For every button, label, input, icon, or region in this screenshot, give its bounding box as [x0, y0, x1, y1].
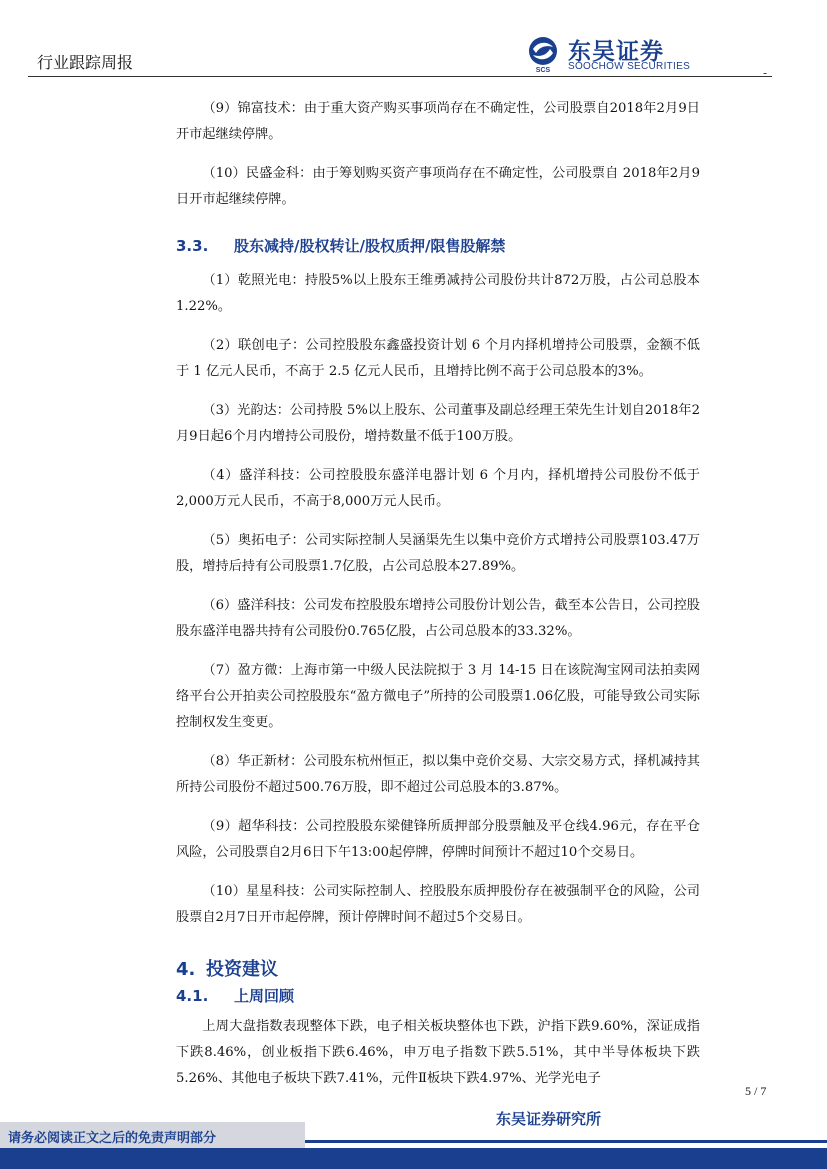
section-title: 股东减持/股权转让/股权质押/限售股解禁: [234, 237, 506, 255]
logo-english-name: SOOCHOW SECURITIES: [568, 61, 691, 72]
list-item: （5）奥拓电子：公司实际控制人吴涵渠先生以集中竞价方式增持公司股票103.47万股，增持后持有公司股票1.7亿股，占公司总股本27.89%。: [176, 533, 700, 574]
footer-rule: [305, 1140, 827, 1143]
list-item: （8）华正新材：公司股东杭州恒正，拟以集中竞价交易、大宗交易方式，择机减持其所持公司股份不超过500.76万股，即不超过公司总股本的3.87%。: [176, 754, 700, 795]
list-item: （7）盈方微：上海市第一中级人民法院拟于 3 月 14-15 日在该院淘宝网司法拍卖网络平台公开拍卖公司控股股东“盈方微电子”所持的公司股票1.06亿股，可能导致公司实际控制权发生变更。: [176, 663, 700, 730]
section-heading-4-1: [176, 985, 700, 1006]
list-item: （3）光韵达：公司持股 5%以上股东、公司董事及副总经理王荣先生计划自2018年2月9日起6个月内增持公司股份，增持数量不低于100万股。: [176, 403, 700, 444]
header-dash: -: [763, 66, 768, 80]
paragraph: （10）民盛金科：由于筹划购买资产事项尚存在不确定性，公司股票自 2018年2月9日开市起继续停牌。: [176, 166, 700, 207]
footer-disclaimer: 请务必阅读正文之后的免责声明部分: [8, 1131, 217, 1146]
section-heading-4: [176, 955, 700, 981]
list-item: （10）星星科技：公司实际控制人、控股股东质押股份存在被强制平仓的风险，公司股票自2月7日开市起停牌，预计停牌时间不超过5个交易日。: [176, 884, 700, 925]
list-item: （2）联创电子：公司控股股东鑫盛投资计划 6 个月内择机增持公司股票，金额不低于 1 亿元人民币，不高于 2.5 亿元人民币，且增持比例不高于公司总股本的3%。: [176, 338, 700, 379]
section-number: 4.: [176, 959, 196, 980]
soochow-logo-icon: [524, 35, 562, 73]
page-number: 5 / 7: [745, 1084, 767, 1098]
header-title: 行业跟踪周报: [37, 53, 134, 72]
list-item: （6）盛洋科技：公司发布控股股东增持公司股份计划公告，截至本公告日，公司控股股东盛洋电器共持有公司股份0.765亿股，占公司总股本的33.32%。: [176, 598, 700, 639]
paragraph: 上周大盘指数表现整体下跌，电子相关板块整体也下跌，沪指下跌9.60%，深证成指下跌8.46%，创业板指下跌6.46%，申万电子指数下跌5.51%，其中半导体板块下跌5.26%、其他电子板块下跌7.41%，元件Ⅱ板块下跌4.97%、光学光电子: [176, 1019, 700, 1086]
list-item: （9）超华科技：公司控股股东梁健锋所质押部分股票触及平仓线4.96元，存在平仓风险，公司股票自2月6日下午13:00起停牌，停牌时间预计不超过10个交易日。: [176, 819, 700, 860]
section-title: 投资建议: [206, 959, 278, 980]
list-item: （4）盛洋科技：公司控股股东盛洋电器计划 6 个月内，择机增持公司股份不低于2,000万元人民币，不高于8,000万元人民币。: [176, 468, 700, 509]
header-divider: [28, 76, 772, 77]
section-number: 3.3.: [176, 237, 209, 255]
section-heading-3-3: [176, 235, 700, 256]
logo-chinese-name: 东吴证券: [568, 39, 664, 65]
logo-mark-text: SCS: [535, 67, 551, 73]
section-title: 上周回顾: [234, 987, 295, 1005]
page-body: [176, 96, 700, 1105]
paragraph: （9）锦富技术：由于重大资产购买事项尚存在不确定性，公司股票自2018年2月9日开市起继续停牌。: [176, 101, 700, 142]
footer-organization: 东吴证券研究所: [496, 1110, 602, 1128]
section-number: 4.1.: [176, 987, 209, 1005]
list-item: （1）乾照光电：持股5%以上股东王维勇减持公司股份共计872万股，占公司总股本1.22%。: [176, 273, 700, 314]
footer-band: [0, 1148, 827, 1169]
